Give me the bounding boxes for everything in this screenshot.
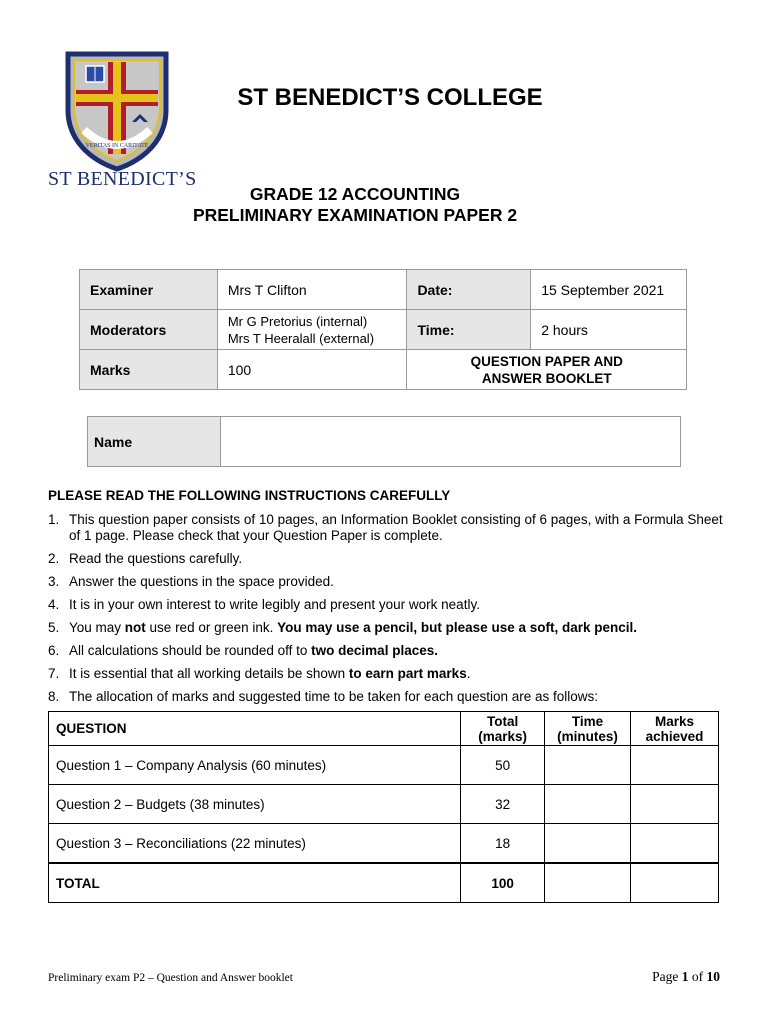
table-row [49, 824, 719, 864]
instruction-item: 4. It is in your own interest to write legibly and present your work neatly. [48, 597, 480, 612]
col-header-time: Time (minutes) [545, 712, 631, 746]
marks-value: 100 [217, 350, 407, 390]
achieved-cell[interactable] [631, 785, 719, 824]
examiner-value: Mrs T Clifton [217, 270, 407, 310]
moderators-label: Moderators [80, 310, 218, 350]
subtitle-line-1: GRADE 12 ACCOUNTING [249, 184, 461, 204]
exam-info-table [79, 269, 687, 390]
marks-cell: 32 [461, 785, 545, 824]
moderator-external: Mrs T Heeralall (external) [227, 330, 375, 346]
question-cell: Question 2 – Budgets (38 minutes) [49, 785, 461, 824]
paper-type [407, 350, 687, 390]
examiner-label: Examiner [80, 270, 218, 310]
table-row [49, 746, 719, 785]
crest-motto: VERITAS IN CARITATE [85, 143, 149, 149]
col-header-question: QUESTION [49, 712, 461, 746]
instruction-item: 6. All calculations should be rounded off to two decimal places. [48, 643, 438, 658]
table-row [49, 785, 719, 824]
time-value: 2 hours [531, 310, 687, 350]
achieved-cell[interactable] [631, 746, 719, 785]
info-row-examiner [80, 270, 687, 310]
time-label: Time: [407, 310, 531, 350]
instruction-item: 7. It is essential that all working details be shown to earn part marks. [48, 666, 471, 681]
total-label: TOTAL [49, 863, 461, 903]
moderator-internal: Mr G Pretorius (internal) [227, 313, 368, 329]
moderators-value [217, 310, 407, 350]
instruction-item: 3. Answer the questions in the space provided. [48, 574, 334, 589]
info-row-marks [80, 350, 687, 390]
total-row [49, 863, 719, 903]
col-header-achieved: Marks achieved [631, 712, 719, 746]
name-label: Name [88, 417, 221, 467]
name-table [87, 416, 681, 467]
instruction-item: 5. You may not use red or green ink. You may use a pencil, but please use a soft, dark pencil. [48, 620, 637, 635]
total-marks: 100 [461, 863, 545, 903]
name-field[interactable] [221, 417, 681, 467]
instruction-item: 1. This question paper consists of 10 pages, an Information Booklet consisting of 6 pages, with a Formula Sheet of 1 page. Please check that your Question Paper is complete. [48, 512, 723, 543]
college-wordmark: ST BENEDICT’S [48, 168, 197, 190]
paper-type-line-2: ANSWER BOOKLET [481, 370, 612, 386]
marks-cell: 50 [461, 746, 545, 785]
instructions-list [48, 512, 728, 712]
page-title: ST BENEDICT’S COLLEGE [237, 84, 543, 111]
page-number: Page 1 of 10 [652, 969, 720, 984]
date-value: 15 September 2021 [531, 270, 687, 310]
paper-type-line-1: QUESTION PAPER AND [470, 353, 623, 369]
marks-cell: 18 [461, 824, 545, 864]
instruction-item: 8. The allocation of marks and suggested time to be taken for each question are as follows: [48, 689, 599, 704]
achieved-cell[interactable] [631, 824, 719, 864]
total-achieved-cell[interactable] [631, 863, 719, 903]
time-cell[interactable] [545, 824, 631, 864]
college-crest-logo [60, 48, 174, 172]
marks-label: Marks [80, 350, 218, 390]
info-row-moderators [80, 310, 687, 350]
total-time-cell[interactable] [545, 863, 631, 903]
col-header-total: Total (marks) [461, 712, 545, 746]
exam-subtitle [140, 184, 570, 226]
instruction-item: 2. Read the questions carefully. [48, 551, 243, 566]
question-allocation-table [48, 711, 719, 903]
subtitle-line-2: PRELIMINARY EXAMINATION PAPER 2 [192, 205, 518, 225]
question-cell: Question 3 – Reconciliations (22 minutes) [49, 824, 461, 864]
instructions-heading: PLEASE READ THE FOLLOWING INSTRUCTIONS CAREFULLY [48, 488, 451, 503]
time-cell[interactable] [545, 785, 631, 824]
time-cell[interactable] [545, 746, 631, 785]
date-label: Date: [407, 270, 531, 310]
footer-caption: Preliminary exam P2 – Question and Answer booklet [48, 972, 293, 984]
table-header-row [49, 712, 719, 746]
question-cell: Question 1 – Company Analysis (60 minutes) [49, 746, 461, 785]
